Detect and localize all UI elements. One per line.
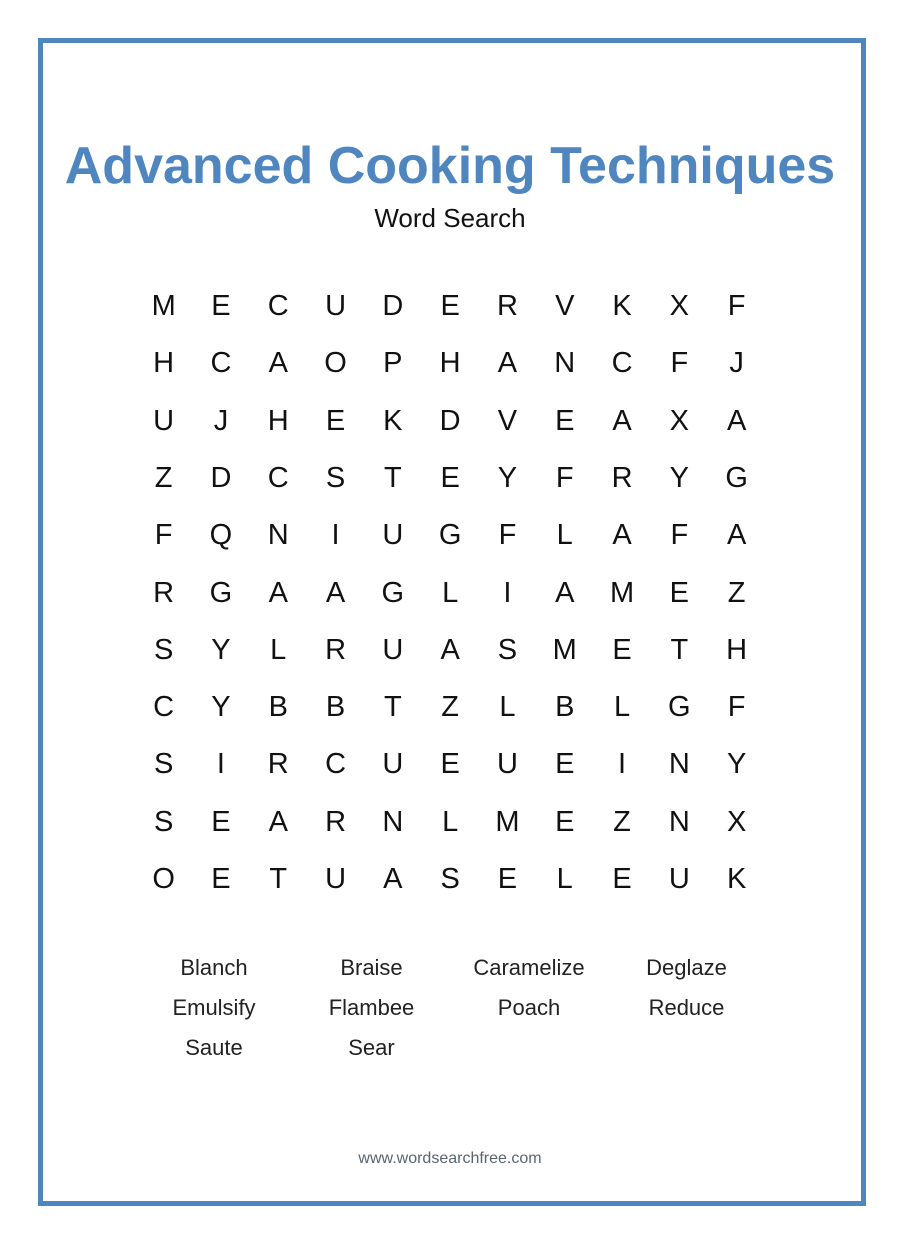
grid-letter[interactable]: K <box>383 404 403 437</box>
grid-letter[interactable]: U <box>325 863 347 895</box>
grid-letter[interactable]: Z <box>727 576 746 609</box>
grid-letter[interactable]: T <box>383 691 402 724</box>
grid-letter[interactable]: G <box>668 691 691 724</box>
grid-letter[interactable]: A <box>612 404 632 437</box>
grid-letter[interactable]: C <box>611 347 633 380</box>
word-list-item: Blanch <box>180 955 248 980</box>
grid-letter[interactable]: D <box>439 404 461 437</box>
grid-letter[interactable]: L <box>499 691 516 724</box>
grid-letter[interactable]: E <box>612 863 632 895</box>
word-list-item: Deglaze <box>646 955 727 980</box>
grid-letter[interactable]: G <box>725 461 748 494</box>
grid-letter[interactable]: M <box>151 290 176 322</box>
grid-letter[interactable]: N <box>668 748 690 781</box>
grid-letter[interactable]: G <box>209 576 233 609</box>
grid-letter[interactable]: U <box>382 633 404 666</box>
grid-letter[interactable]: L <box>556 863 573 895</box>
grid-letter[interactable]: V <box>555 290 575 322</box>
grid-letter[interactable]: S <box>440 863 460 895</box>
grid-letter[interactable]: C <box>325 748 347 781</box>
grid-letter[interactable]: S <box>497 633 518 666</box>
word-list-item: Caramelize <box>473 955 585 980</box>
grid-letter[interactable]: M <box>609 576 635 609</box>
grid-letter[interactable]: Z <box>441 691 459 724</box>
grid-letter[interactable]: J <box>213 404 229 437</box>
grid-letter[interactable]: F <box>670 347 689 380</box>
word-list-item: Flambee <box>328 995 415 1020</box>
grid-letter[interactable]: Y <box>211 633 231 666</box>
grid-letter[interactable]: A <box>497 347 518 380</box>
grid-letter[interactable]: O <box>324 347 347 380</box>
grid-letter[interactable]: K <box>726 863 747 895</box>
grid-letter[interactable]: E <box>497 863 518 895</box>
grid-letter[interactable]: B <box>325 691 346 724</box>
grid-letter[interactable]: C <box>267 461 289 494</box>
grid-letter[interactable]: Z <box>154 461 173 494</box>
grid-letter[interactable]: X <box>669 404 689 437</box>
grid-letter[interactable]: S <box>153 633 174 666</box>
word-list-item: Saute <box>185 1035 243 1060</box>
word-list-item: Emulsify <box>172 995 256 1020</box>
grid-letter[interactable]: A <box>726 519 747 552</box>
grid-letter[interactable]: Q <box>209 519 233 552</box>
grid-letter[interactable]: T <box>383 461 402 494</box>
grid-letter[interactable]: I <box>503 576 512 609</box>
grid-letter[interactable]: Z <box>613 805 631 838</box>
grid-letter[interactable]: A <box>268 347 288 380</box>
grid-letter[interactable]: L <box>270 633 287 666</box>
grid-letter[interactable]: R <box>325 633 347 666</box>
grid-letter[interactable]: U <box>382 519 404 552</box>
grid-letter[interactable]: A <box>555 576 575 609</box>
grid-letter[interactable]: E <box>440 290 460 322</box>
grid-letter[interactable]: F <box>555 461 574 494</box>
grid-letter[interactable]: A <box>726 404 747 437</box>
grid-letter[interactable]: N <box>554 347 576 380</box>
grid-letter[interactable]: H <box>439 347 461 380</box>
grid-letter[interactable]: A <box>383 863 403 895</box>
grid-letter[interactable]: L <box>442 576 459 609</box>
grid-letter[interactable]: B <box>268 691 288 724</box>
grid-letter[interactable]: H <box>267 404 289 437</box>
grid-letter[interactable]: M <box>552 633 577 666</box>
grid-letter[interactable]: G <box>381 576 405 609</box>
grid-letter[interactable]: N <box>382 805 404 838</box>
grid-letter[interactable]: U <box>153 404 175 437</box>
grid-letter[interactable]: I <box>216 748 225 781</box>
grid-letter[interactable]: L <box>442 805 459 838</box>
grid-letter[interactable]: U <box>496 748 518 781</box>
grid-letter[interactable]: F <box>727 290 746 322</box>
grid-letter[interactable]: Y <box>669 461 689 494</box>
grid-letter[interactable]: E <box>612 633 632 666</box>
grid-letter[interactable]: A <box>612 519 632 552</box>
grid-letter[interactable]: D <box>210 461 232 494</box>
grid-letter[interactable]: R <box>496 290 518 322</box>
grid-letter[interactable]: Y <box>726 748 747 781</box>
grid-letter[interactable]: F <box>727 691 746 724</box>
grid-letter[interactable]: T <box>670 633 689 666</box>
grid-letter[interactable]: C <box>210 347 232 380</box>
grid-letter[interactable]: E <box>211 863 231 895</box>
grid-letter[interactable]: E <box>440 461 460 494</box>
grid-letter[interactable]: X <box>669 290 689 322</box>
grid-letter[interactable]: D <box>382 290 404 322</box>
grid-letter[interactable]: U <box>325 290 347 322</box>
grid-letter[interactable]: T <box>269 863 288 895</box>
grid-letter[interactable]: S <box>325 461 346 494</box>
grid-letter[interactable]: O <box>152 863 175 895</box>
grid-letter[interactable]: F <box>154 519 173 552</box>
grid-letter[interactable]: R <box>325 805 347 838</box>
word-list-item: Sear <box>348 1035 395 1060</box>
grid-letter[interactable]: A <box>268 576 288 609</box>
grid-letter[interactable]: Y <box>211 691 231 724</box>
grid-letter[interactable]: K <box>612 290 632 322</box>
grid-letter[interactable]: R <box>267 748 289 781</box>
grid-letter[interactable]: S <box>153 805 174 838</box>
grid-letter[interactable]: H <box>153 347 175 380</box>
grid-letter[interactable]: Y <box>497 461 518 494</box>
grid-letter[interactable]: C <box>267 290 289 322</box>
grid-letter[interactable]: M <box>495 805 520 838</box>
grid-letter[interactable]: E <box>325 404 346 437</box>
puzzle-subtitle: Word Search <box>374 203 526 233</box>
word-list-item: Poach <box>497 995 561 1020</box>
footer-website: www.wordsearchfree.com <box>358 1150 542 1167</box>
grid-letter[interactable]: S <box>153 748 174 781</box>
grid-letter[interactable]: L <box>613 691 631 724</box>
grid-letter[interactable]: E <box>555 748 575 781</box>
grid-letter[interactable]: E <box>555 805 575 838</box>
word-list-item: Braise <box>340 955 403 980</box>
grid-letter[interactable]: A <box>325 576 346 609</box>
grid-letter[interactable]: P <box>383 347 403 380</box>
grid-letter[interactable]: H <box>726 633 748 666</box>
grid-letter[interactable]: A <box>440 633 460 666</box>
grid-letter[interactable]: R <box>153 576 175 609</box>
grid-letter[interactable]: X <box>726 805 747 838</box>
grid-letter[interactable]: I <box>618 748 627 781</box>
grid-letter[interactable]: B <box>555 691 575 724</box>
letter-grid <box>135 278 765 908</box>
grid-letter[interactable]: U <box>382 748 404 781</box>
grid-letter[interactable]: V <box>497 404 518 437</box>
grid-letter[interactable]: C <box>153 691 175 724</box>
grid-letter[interactable]: E <box>669 576 689 609</box>
grid-letter[interactable]: E <box>211 805 231 838</box>
grid-letter[interactable]: F <box>498 519 517 552</box>
grid-letter[interactable]: R <box>611 461 633 494</box>
grid-letter[interactable]: A <box>268 805 288 838</box>
grid-letter[interactable]: N <box>267 519 289 552</box>
grid-letter[interactable]: I <box>331 519 340 552</box>
puzzle-title: Advanced Cooking Techniques <box>64 137 836 195</box>
grid-letter[interactable]: J <box>729 347 744 380</box>
grid-letter[interactable]: G <box>438 519 462 552</box>
word-list-item: Reduce <box>648 995 725 1020</box>
grid-letter[interactable]: E <box>555 404 575 437</box>
grid-letter[interactable]: U <box>668 863 690 895</box>
grid-letter[interactable]: E <box>211 290 231 322</box>
grid-letter[interactable]: N <box>668 805 690 838</box>
grid-letter[interactable]: E <box>440 748 460 781</box>
grid-letter[interactable]: F <box>670 519 689 552</box>
grid-letter[interactable]: L <box>556 519 573 552</box>
